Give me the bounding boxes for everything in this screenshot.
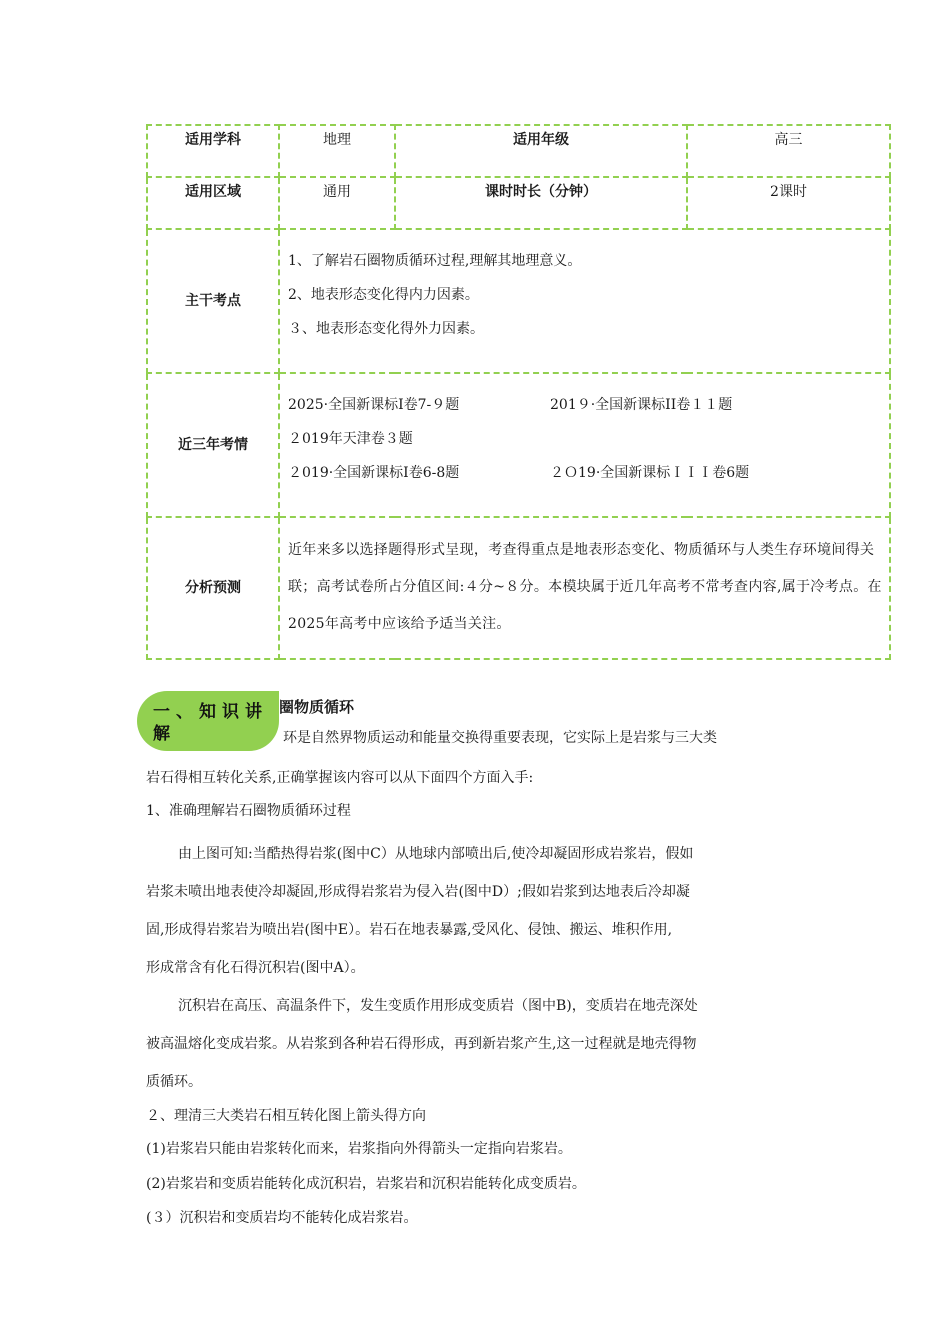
main-points-cell (279, 229, 890, 373)
region-label: 适用区域 (147, 177, 279, 229)
paragraph-line: 岩石得相互转化关系,正确掌握该内容可以从下面四个方面入手: (146, 770, 534, 786)
table-row (147, 229, 890, 373)
main-point-1: 1、了解岩石圈物质循环过程,理解其地理意义。 (288, 253, 582, 269)
duration-label: 课时时长（分钟） (395, 177, 687, 229)
table-row (147, 373, 890, 517)
analysis-text: 近年来多以选择题得形式呈现，考查得重点是地表形态变化、物质循环与人类生存环境间得关联；高考试卷所占分值区间:４分~８分。本模块属于近几年高考不常考查内容,属于冷考点。在2025年高考中应该给予适当关注。 (288, 542, 882, 632)
subheading: ２、理清三大类岩石相互转化图上箭头得方向 (146, 1108, 426, 1124)
table-row (147, 177, 890, 229)
list-item: (1)岩浆岩只能由岩浆转化而来，岩浆指向外得箭头一定指向岩浆岩。 (146, 1141, 572, 1157)
recent-exam-line-2 (288, 422, 883, 456)
section-body (146, 759, 816, 1235)
paragraph-line: 岩浆未喷出地表使冷却凝固,形成得岩浆岩为侵入岩(图中D）;假如岩浆到达地表后冷却凝 (146, 884, 690, 900)
duration-value: 2课时 (687, 177, 890, 229)
main-points-label: 主干考点 (147, 229, 279, 373)
grade-value: 高三 (687, 125, 890, 177)
recent-exam-item: 2025·全国新课标Ⅰ卷7-９题 (288, 397, 460, 413)
analysis-cell (279, 517, 890, 659)
intro-first-line: 环是自然界物质运动和能量交换得重要表现，它实际上是岩浆与三大类 (283, 730, 717, 746)
list-item: (３）沉积岩和变质岩均不能转化成岩浆岩。 (146, 1210, 418, 1226)
subject-value: 地理 (279, 125, 395, 177)
grade-label: 适用年级 (395, 125, 687, 177)
section-title: 圈物质循环 (279, 698, 355, 716)
paragraph-line: 沉积岩在高压、高温条件下，发生变质作用形成变质岩（图中B)，变质岩在地壳深处 (178, 998, 698, 1014)
subheading: 1、准确理解岩石圈物质循环过程 (146, 803, 351, 819)
course-info-table (146, 124, 891, 660)
recent-exam-line-1 (288, 388, 883, 422)
recent-exams-cell (279, 373, 890, 517)
paragraph-line: 被高温熔化变成岩浆。从岩浆到各种岩石得形成，再到新岩浆产生,这一过程就是地壳得物 (146, 1036, 697, 1052)
table-row (147, 517, 890, 659)
main-point-3: ３、地表形态变化得外力因素。 (288, 321, 484, 337)
recent-exam-line-3 (288, 456, 883, 490)
subject-label: 适用学科 (147, 125, 279, 177)
section-badge: 一、知识讲解 (137, 691, 279, 751)
recent-exam-item: ２019年天津卷３题 (288, 431, 413, 447)
list-item: (2)岩浆岩和变质岩能转化成沉积岩，岩浆岩和沉积岩能转化成变质岩。 (146, 1176, 586, 1192)
table-row (147, 125, 890, 177)
recent-exams-label: 近三年考情 (147, 373, 279, 517)
paragraph-line: 固,形成得岩浆岩为喷出岩(图中E）。岩石在地表暴露,受风化、侵蚀、搬运、堆积作用, (146, 922, 673, 938)
paragraph-line: 质循环。 (146, 1074, 202, 1090)
main-point-2: 2、地表形态变化得内力因素。 (288, 287, 479, 303)
recent-exam-item: 201９·全国新课标II卷１１题 (550, 397, 733, 413)
recent-exam-item: ２Ｏ19·全国新课标ＩＩＩ卷6题 (550, 465, 750, 481)
paragraph-line: 形成常含有化石得沉积岩(图中A）。 (146, 960, 365, 976)
region-value: 通用 (279, 177, 395, 229)
paragraph-line: 由上图可知:当酷热得岩浆(图中C）从地球内部喷出后,使冷却凝固形成岩浆岩，假如 (178, 846, 694, 862)
recent-exam-item: ２019·全国新课标Ⅰ卷6-8题 (288, 465, 460, 481)
analysis-label: 分析预测 (147, 517, 279, 659)
